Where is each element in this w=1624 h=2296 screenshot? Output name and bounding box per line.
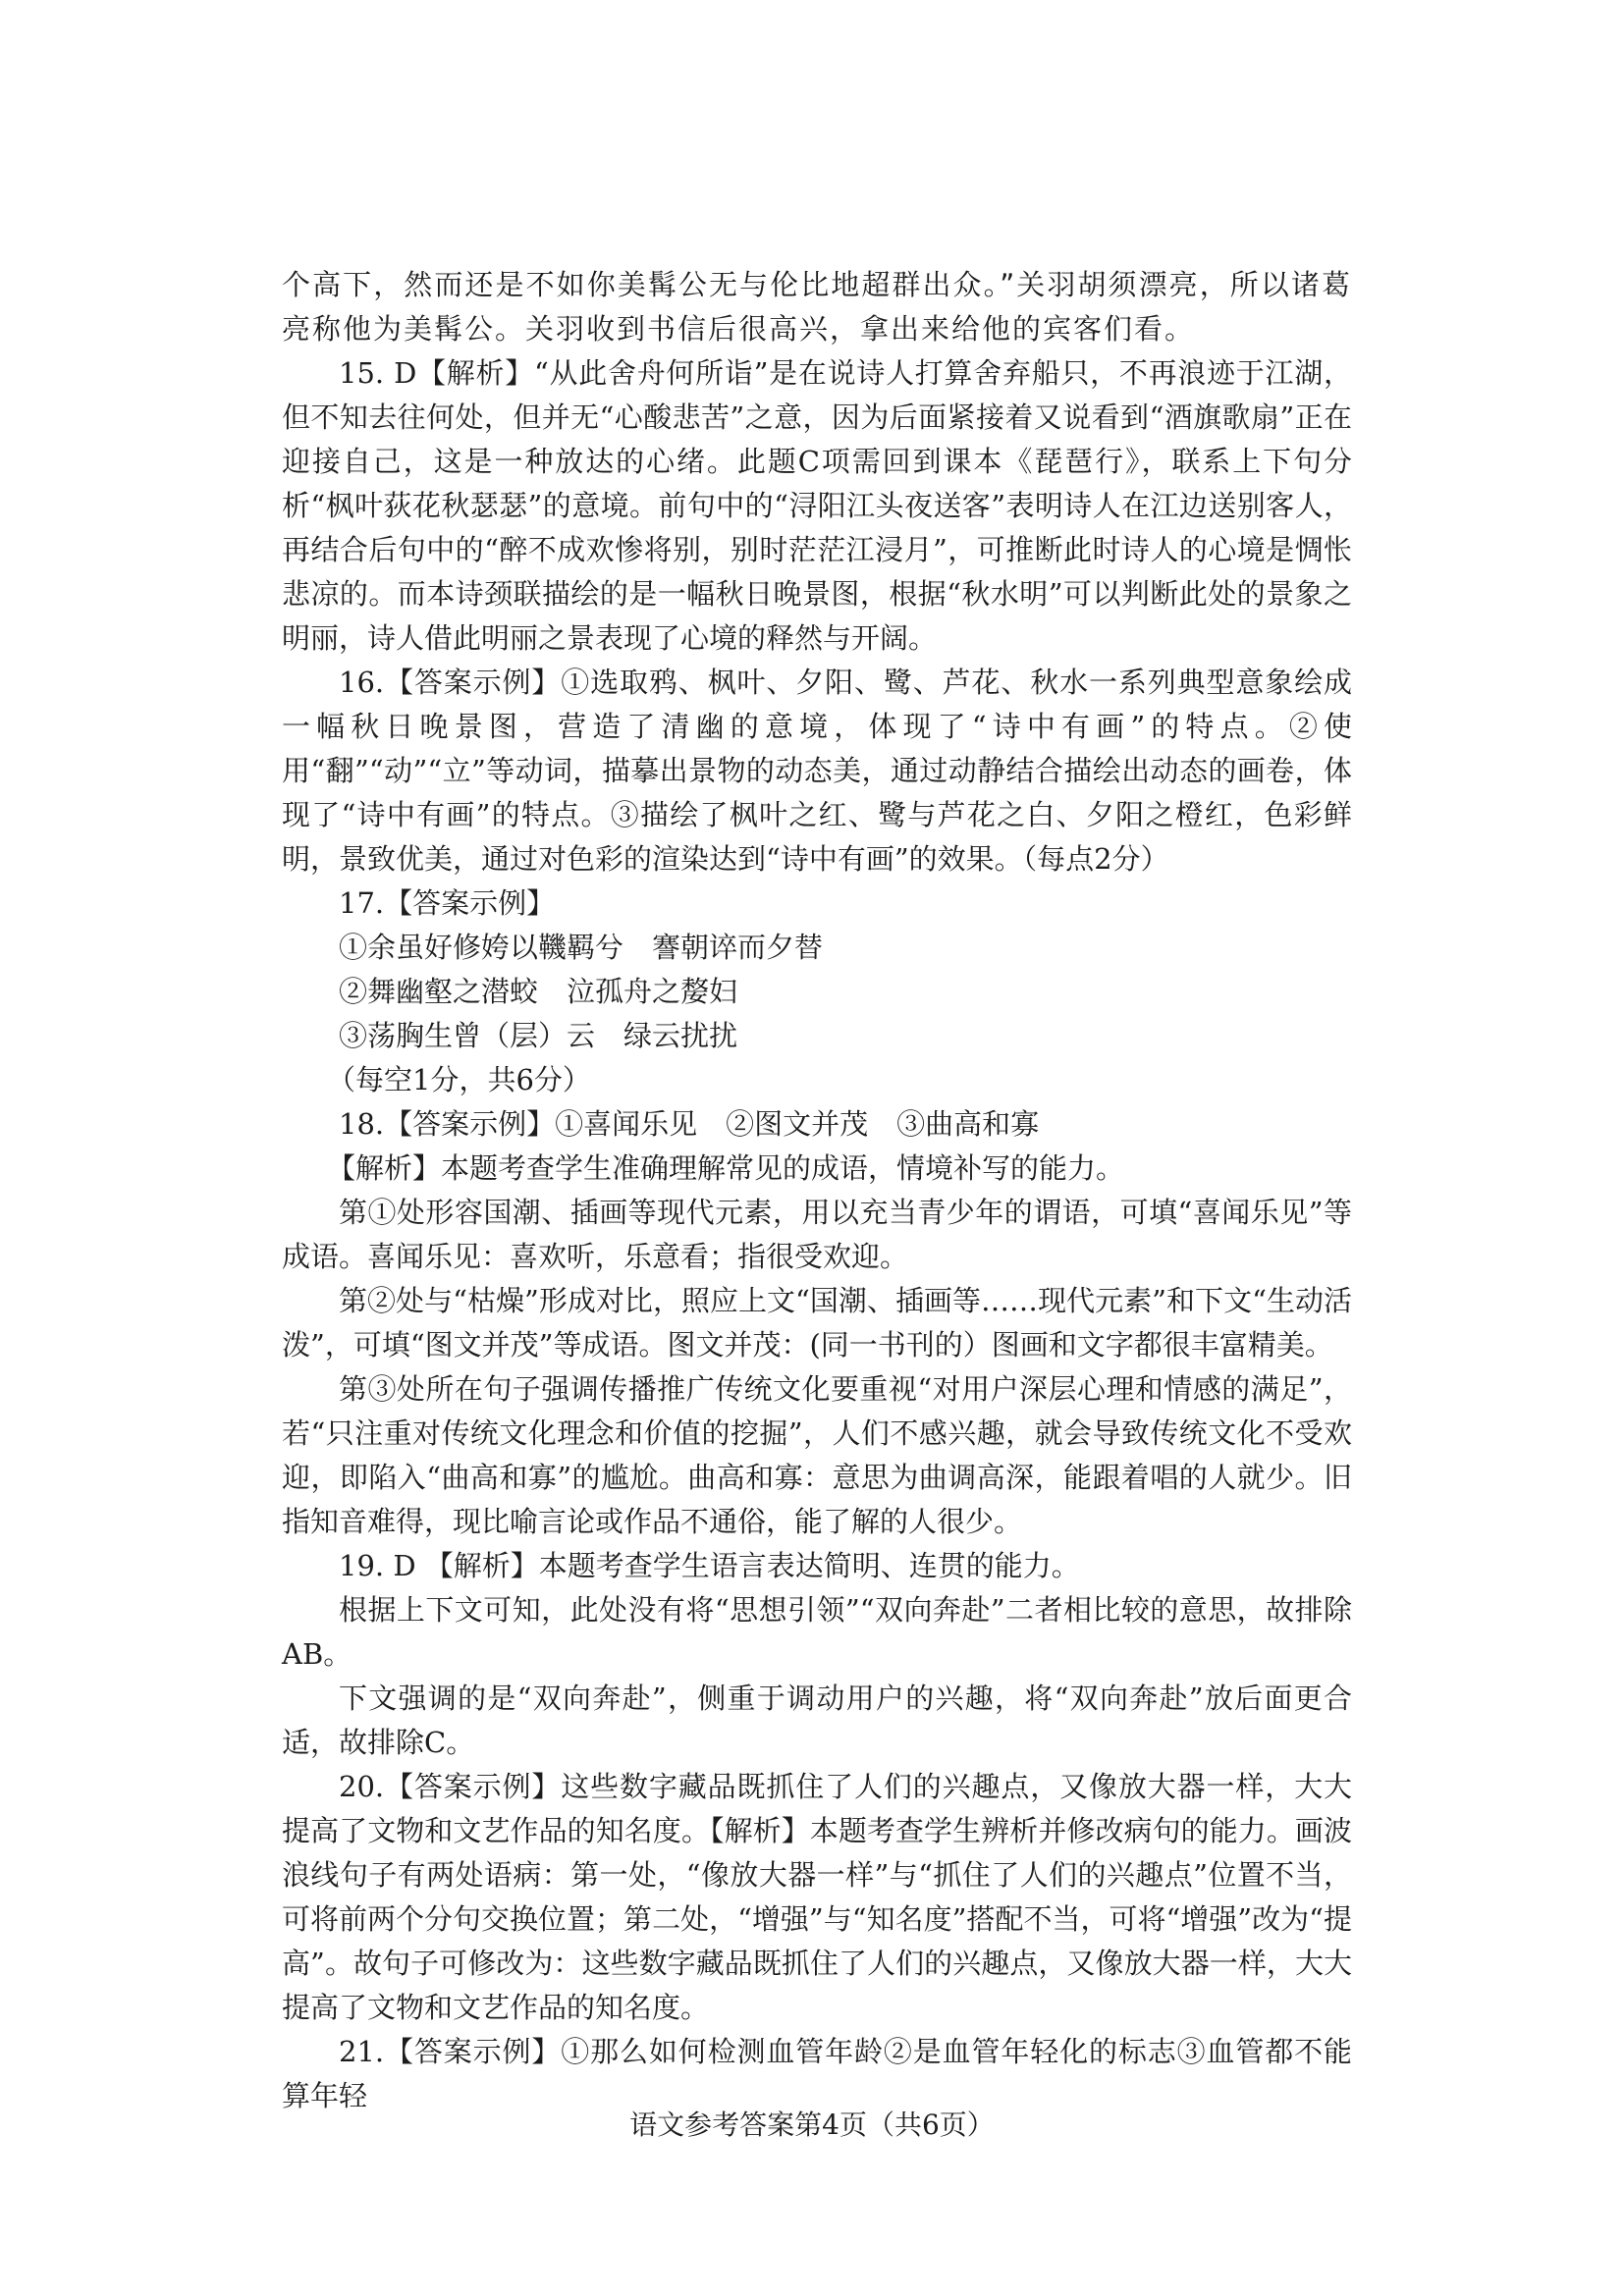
answer-18-part-1: 第①处形容国潮、插画等现代元素，用以充当青少年的谓语，可填“喜闻乐见”等成语。喜闻乐见：喜欢听，乐意看；指很受欢迎。: [282, 1196, 1352, 1273]
answer-18-part-3: 第③处所在句子强调传播推广传统文化要重视“对用户深层心理和情感的满足”，若“只注重对传统文化理念和价值的挖掘”，人们不感兴趣，就会导致传统文化不受欢迎，即陷入“曲高和寡”的尴尬。曲高和寡：意思为曲调高深，能跟着唱的人就少。旧指知音难得，现比喻言论或作品不通俗，能了解的人很少。: [282, 1372, 1352, 1538]
answer-19-point-2: 下文强调的是“双向奔赴”，侧重于调动用户的兴趣，将“双向奔赴”放后面更合适，故排除C。: [282, 1682, 1352, 1759]
answer-17-line-1: ①余虽好修姱以鞿羁兮 謇朝谇而夕替: [339, 931, 824, 964]
paragraph-guan-yu: 个高下，然而还是不如你美髯公无与伦比地超群出众。”关羽胡须漂亮，所以诸葛亮称他为美髯公。关羽收到书信后很高兴，拿出来给他的宾客们看。: [282, 268, 1352, 346]
answer-18-part-2: 第②处与“枯燥”形成对比，照应上文“国潮、插画等……现代元素”和下文“生动活泼”，可填“图文并茂”等成语。图文并茂：(同一书刊的）图画和文字都很丰富精美。: [282, 1284, 1352, 1362]
answer-16: 16.【答案示例】①选取鸦、枫叶、夕阳、鹭、芦花、秋水一系列典型意象绘成一幅秋日晚景图，营造了清幽的意境，体现了“诗中有画”的特点。②使用“翻”“动”“立”等动词，描摹出景物的动态美，通过动静结合描绘出动态的画卷，体现了“诗中有画”的特点。③描绘了枫叶之红、鹭与芦花之白、夕阳之橙红，色彩鲜明，景致优美，通过对色彩的渲染达到“诗中有画”的效果。（每点2分）: [282, 666, 1352, 876]
answer-17-heading: 17.【答案示例】: [339, 886, 556, 920]
answer-18: 18.【答案示例】①喜闻乐见 ②图文并茂 ③曲高和寡: [339, 1107, 1040, 1141]
answer-18-analysis: 【解析】本题考查学生准确理解常见的成语，情境补写的能力。: [327, 1151, 1125, 1185]
answer-19: 19. D 【解析】本题考查学生语言表达简明、连贯的能力。: [339, 1549, 1080, 1582]
answer-17-line-2: ②舞幽壑之潜蛟 泣孤舟之嫠妇: [339, 975, 738, 1008]
answer-body: [282, 263, 1352, 2118]
answer-17-scoring: （每空1分，共6分）: [327, 1063, 591, 1096]
answer-15: 15. D【解析】“从此舍舟何所诣”是在说诗人打算舍弃船只，不再浪迹于江湖，但不知去往何处，但并无“心酸悲苦”之意，因为后面紧接着又说看到“酒旗歌扇”正在迎接自己，这是一种放达的心绪。此题C项需回到课本《琵琶行》，联系上下句分析“枫叶荻花秋瑟瑟”的意境。前句中的“浔阳江头夜送客”表明诗人在江边送别客人，再结合后句中的“醉不成欢惨将别，别时茫茫江浸月”，可推断此时诗人的心境是惆怅悲凉的。而本诗颈联描绘的是一幅秋日晚景图，根据“秋水明”可以判断此处的景象之明丽，诗人借此明丽之景表现了心境的释然与开阔。: [282, 356, 1352, 655]
answer-21: 21.【答案示例】①那么如何检测血管年龄②是血管年轻化的标志③血管都不能算年轻: [282, 2035, 1352, 2112]
page-footer: 语文参考答案第4页（共6页）: [629, 2109, 995, 2141]
answer-19-point-1: 根据上下文可知，此处没有将“思想引领”“双向奔赴”二者相比较的意思，故排除AB。: [282, 1593, 1352, 1671]
answer-17-line-3: ③荡胸生曾（层）云 绿云扰扰: [339, 1019, 738, 1052]
answer-20: 20.【答案示例】这些数字藏品既抓住了人们的兴趣点，又像放大器一样，大大提高了文物和文艺作品的知名度。【解析】本题考查学生辨析并修改病句的能力。画波浪线句子有两处语病：第一处，“像放大器一样”与“抓住了人们的兴趣点”位置不当，可将前两个分句交换位置；第二处，“增强”与“知名度”搭配不当，可将“增强”改为“提高”。故句子可修改为：这些数字藏品既抓住了人们的兴趣点，又像放大器一样，大大提高了文物和文艺作品的知名度。: [282, 1770, 1352, 2024]
